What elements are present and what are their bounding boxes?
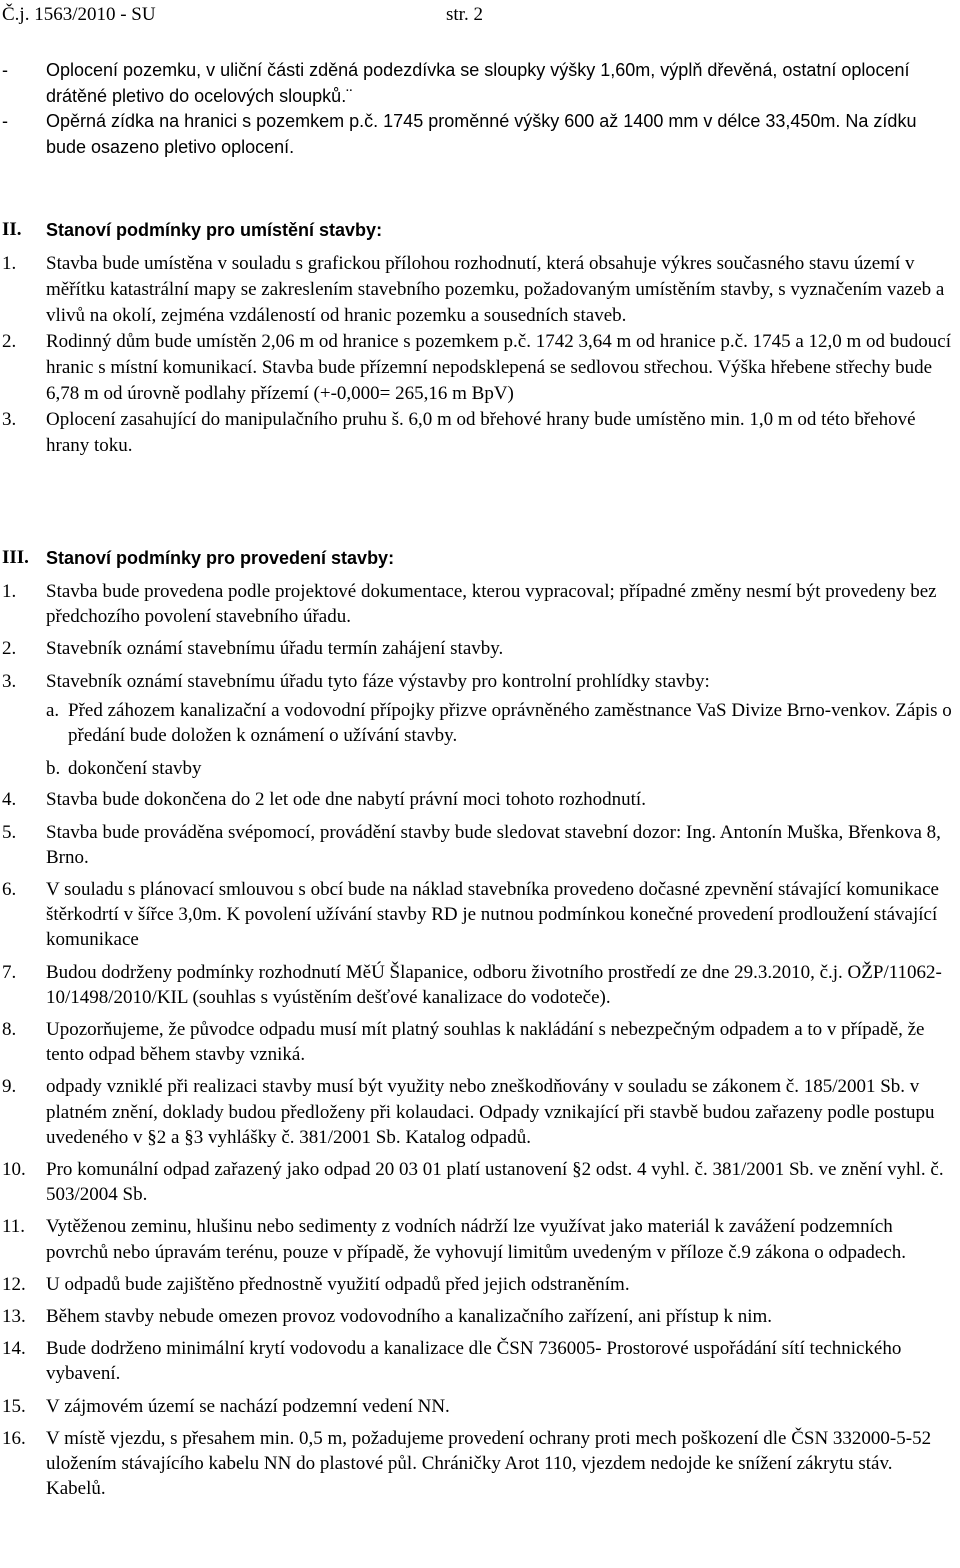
- section-heading: [0, 218, 382, 242]
- list-item-text: Oplocení pozemku, v uliční části zděná podezdívka se sloupky výšky 1,60m, výplň dřevěná, ostatní oplocení drátěné pletivo do ocelových sloupků.¨: [46, 60, 910, 106]
- item-number: 4.: [2, 789, 17, 811]
- item-text: U odpadů bude zajištěno přednostně využití odpadů před jejich odstraněním.: [46, 1273, 630, 1295]
- item-number: 7.: [2, 961, 17, 983]
- list-item: [0, 787, 960, 812]
- item-number: 16.: [2, 1427, 26, 1449]
- item-text: odpady vzniklé při realizaci stavby musí být využity nebo zneškodňovány v souladu se zákonem č. 185/2001 Sb. v platném znění, doklady budou předloženy při kolaudaci. Odpady vznikající při stavbě budou zařazeny podle postupu uvedeného v §2 a §3 vyhlášky č. 381/2001 Sb. Katalog odpadů.: [46, 1076, 935, 1148]
- list-item-text: Opěrná zídka na hranici s pozemkem p.č. 1745 proměnné výšky 600 až 1400 mm v délce 33,450m. Na zídku bude osazeno pletivo oplocení.: [46, 111, 917, 157]
- item-text: Stavba bude provedena podle projektové dokumentace, kterou vypracoval; případné změny nesmí být provedeny bez předchozího povolení stavebního úřadu.: [46, 581, 937, 628]
- item-number: 14.: [2, 1338, 26, 1360]
- item-text: Oplocení zasahující do manipulačního pruhu š. 6,0 m od břehové hrany bude umístěno min. 1,0 m od této břehové hrany toku.: [46, 409, 916, 456]
- item-text: Během stavby nebude omezen provoz vodovodního a kanalizačního zařízení, ani přístup k nim.: [46, 1306, 773, 1328]
- item-text: Vytěženou zeminu, hlušinu nebo sedimenty z vodních nádrží lze využívat jako materiál k zavážení podzemních povrchů nebo úpravám terénu, pouze v případě, že vyhovují limitům uvedeným v příloze č.9 zákona o odpadech.: [46, 1216, 907, 1263]
- list-item: [0, 329, 960, 407]
- item-number: 13.: [2, 1306, 26, 1328]
- section2-list: [0, 251, 960, 459]
- list-item: [0, 109, 958, 160]
- item-number: 3.: [2, 409, 17, 430]
- item-number: 15.: [2, 1395, 26, 1417]
- sub-item-letter: b.: [46, 758, 61, 780]
- item-text: Stavba bude dokončena do 2 let ode dne nabytí právní moci tohoto rozhodnutí.: [46, 789, 646, 811]
- item-number: 8.: [2, 1019, 17, 1041]
- list-item: [0, 820, 960, 870]
- item-number: 2.: [2, 638, 17, 660]
- sub-list-item: [46, 698, 960, 748]
- list-item: [0, 1214, 960, 1264]
- item-text: V zájmovém území se nachází podzemní vedení NN.: [46, 1395, 450, 1417]
- list-item: [0, 251, 960, 329]
- list-item: [0, 1272, 960, 1297]
- item-text: Bude dodrženo minimální krytí vodovodu a kanalizace dle ČSN 736005- Prostorové uspořádání sítí technického vybavení.: [46, 1338, 902, 1385]
- dash-marker: -: [2, 60, 8, 80]
- item-text: Stavebník oznámí stavebnímu úřadu tyto fáze výstavby pro kontrolní prohlídky stavby:: [46, 670, 710, 692]
- list-item: [0, 1157, 960, 1207]
- item-number: 9.: [2, 1076, 17, 1098]
- item-number: 6.: [2, 879, 17, 901]
- item-text: Pro komunální odpad zařazený jako odpad 20 03 01 platí ustanovení §2 odst. 4 vyhl. č. 381/2001 Sb. ve znění vyhl. č. 503/2004 Sb.: [46, 1159, 944, 1206]
- list-item: [0, 1074, 960, 1150]
- section-title: Stanoví podmínky pro provedení stavby:: [46, 548, 395, 568]
- item-text: Upozorňujeme, že původce odpadu musí mít platný souhlas k nakládání s nebezpečným odpadem a to v případě, že tento odpad během stavby vzniká.: [46, 1019, 925, 1066]
- list-item: [0, 1017, 960, 1067]
- sub-item-text: Před záhozem kanalizační a vodovodní přípojky přizve oprávněného zaměstnance VaS Divize Brno-venkov. Zápis o předání bude doložen k oznámení o užívání stavby.: [68, 699, 952, 747]
- section3-list: [0, 579, 960, 1502]
- sub-item-text: dokončení stavby: [68, 758, 202, 780]
- item-text: V souladu s plánovací smlouvou s obcí bude na náklad stavebníka provedeno dočasné zpevnění stávající komunikace štěrkodrtí v šířce 3,0m. K povolení užívání stavby RD je nutnou podmínkou konečné provedení prodloužení stávající komunikace: [46, 879, 939, 951]
- list-item: [0, 1426, 960, 1502]
- list-item: [0, 58, 958, 109]
- item-number: 12.: [2, 1273, 26, 1295]
- list-item: [0, 1394, 960, 1419]
- page-number: str. 2: [446, 4, 483, 25]
- case-number: Č.j. 1563/2010 - SU: [2, 4, 156, 25]
- list-item: [0, 579, 960, 629]
- list-item: [0, 636, 960, 661]
- section-number: III.: [2, 547, 29, 568]
- list-item: [0, 1304, 960, 1329]
- list-item: [0, 1336, 960, 1386]
- item-number: 1.: [2, 253, 17, 274]
- item-number: 10.: [2, 1159, 26, 1181]
- sub-list-item: [46, 756, 960, 781]
- item-text: Rodinný dům bude umístěn 2,06 m od hranice s pozemkem p.č. 1742 3,64 m od hranice p.č. 1745 a 12,0 m od budoucí hranic s místní komunikací. Stavba bude přízemní nepodsklepená se sedlovou střechou. Výška hřebene střechy bude 6,78 m od úrovně podlahy přízemí (+-0,000= 265,16 m BpV): [46, 331, 951, 404]
- section-number: II.: [2, 219, 22, 240]
- item-text: V místě vjezdu, s přesahem min. 0,5 m, požadujeme provedení ochrany proti mech poškození dle ČSN 332000-5-52 uložením stávajícího kabelu NN do plastové půl. Chráničky Arot 110, vjezdem nedojde ke snížení zákrytu stáv. Kabelů.: [46, 1427, 932, 1500]
- list-item: [0, 669, 960, 694]
- dash-marker: -: [2, 111, 8, 131]
- list-item: [0, 407, 960, 459]
- item-text: Stavba bude prováděna svépomocí, provádění stavby bude sledovat stavební dozor: Ing. Antonín Muška, Břenkova 8, Brno.: [46, 821, 941, 868]
- section-title: Stanoví podmínky pro umístění stavby:: [46, 220, 383, 240]
- item-number: 5.: [2, 821, 17, 843]
- item-number: 1.: [2, 581, 17, 602]
- item-text: Stavba bude umístěna v souladu s grafickou přílohou rozhodnutí, která obsahuje výkres současného stavu území v měřítku katastrální mapy se zakreslením stavebního pozemku, požadovaným umístěním stavby, s vyznačením vazeb a vlivů na okolí, zejména vzdáleností od hranic pozemku a sousedních staveb.: [46, 253, 945, 326]
- sub-item-letter: a.: [46, 699, 60, 721]
- item-number: 11.: [2, 1216, 26, 1238]
- item-text: Budou dodrženy podmínky rozhodnutí MěÚ Šlapanice, odboru životního prostředí ze dne 29.3.2010, č.j. OŽP/11062-10/1498/2010/KIL (souhlas s vyústěním dešťové kanalizace do vodoteče).: [46, 961, 942, 1008]
- list-item: [0, 960, 960, 1010]
- list-item: [0, 877, 960, 953]
- intro-list: [0, 58, 958, 160]
- item-number: 2.: [2, 331, 17, 352]
- item-number: 3.: [2, 670, 17, 692]
- sub-list: [0, 698, 960, 782]
- item-text: Stavebník oznámí stavebnímu úřadu termín zahájení stavby.: [46, 638, 504, 660]
- section-heading: [0, 546, 394, 570]
